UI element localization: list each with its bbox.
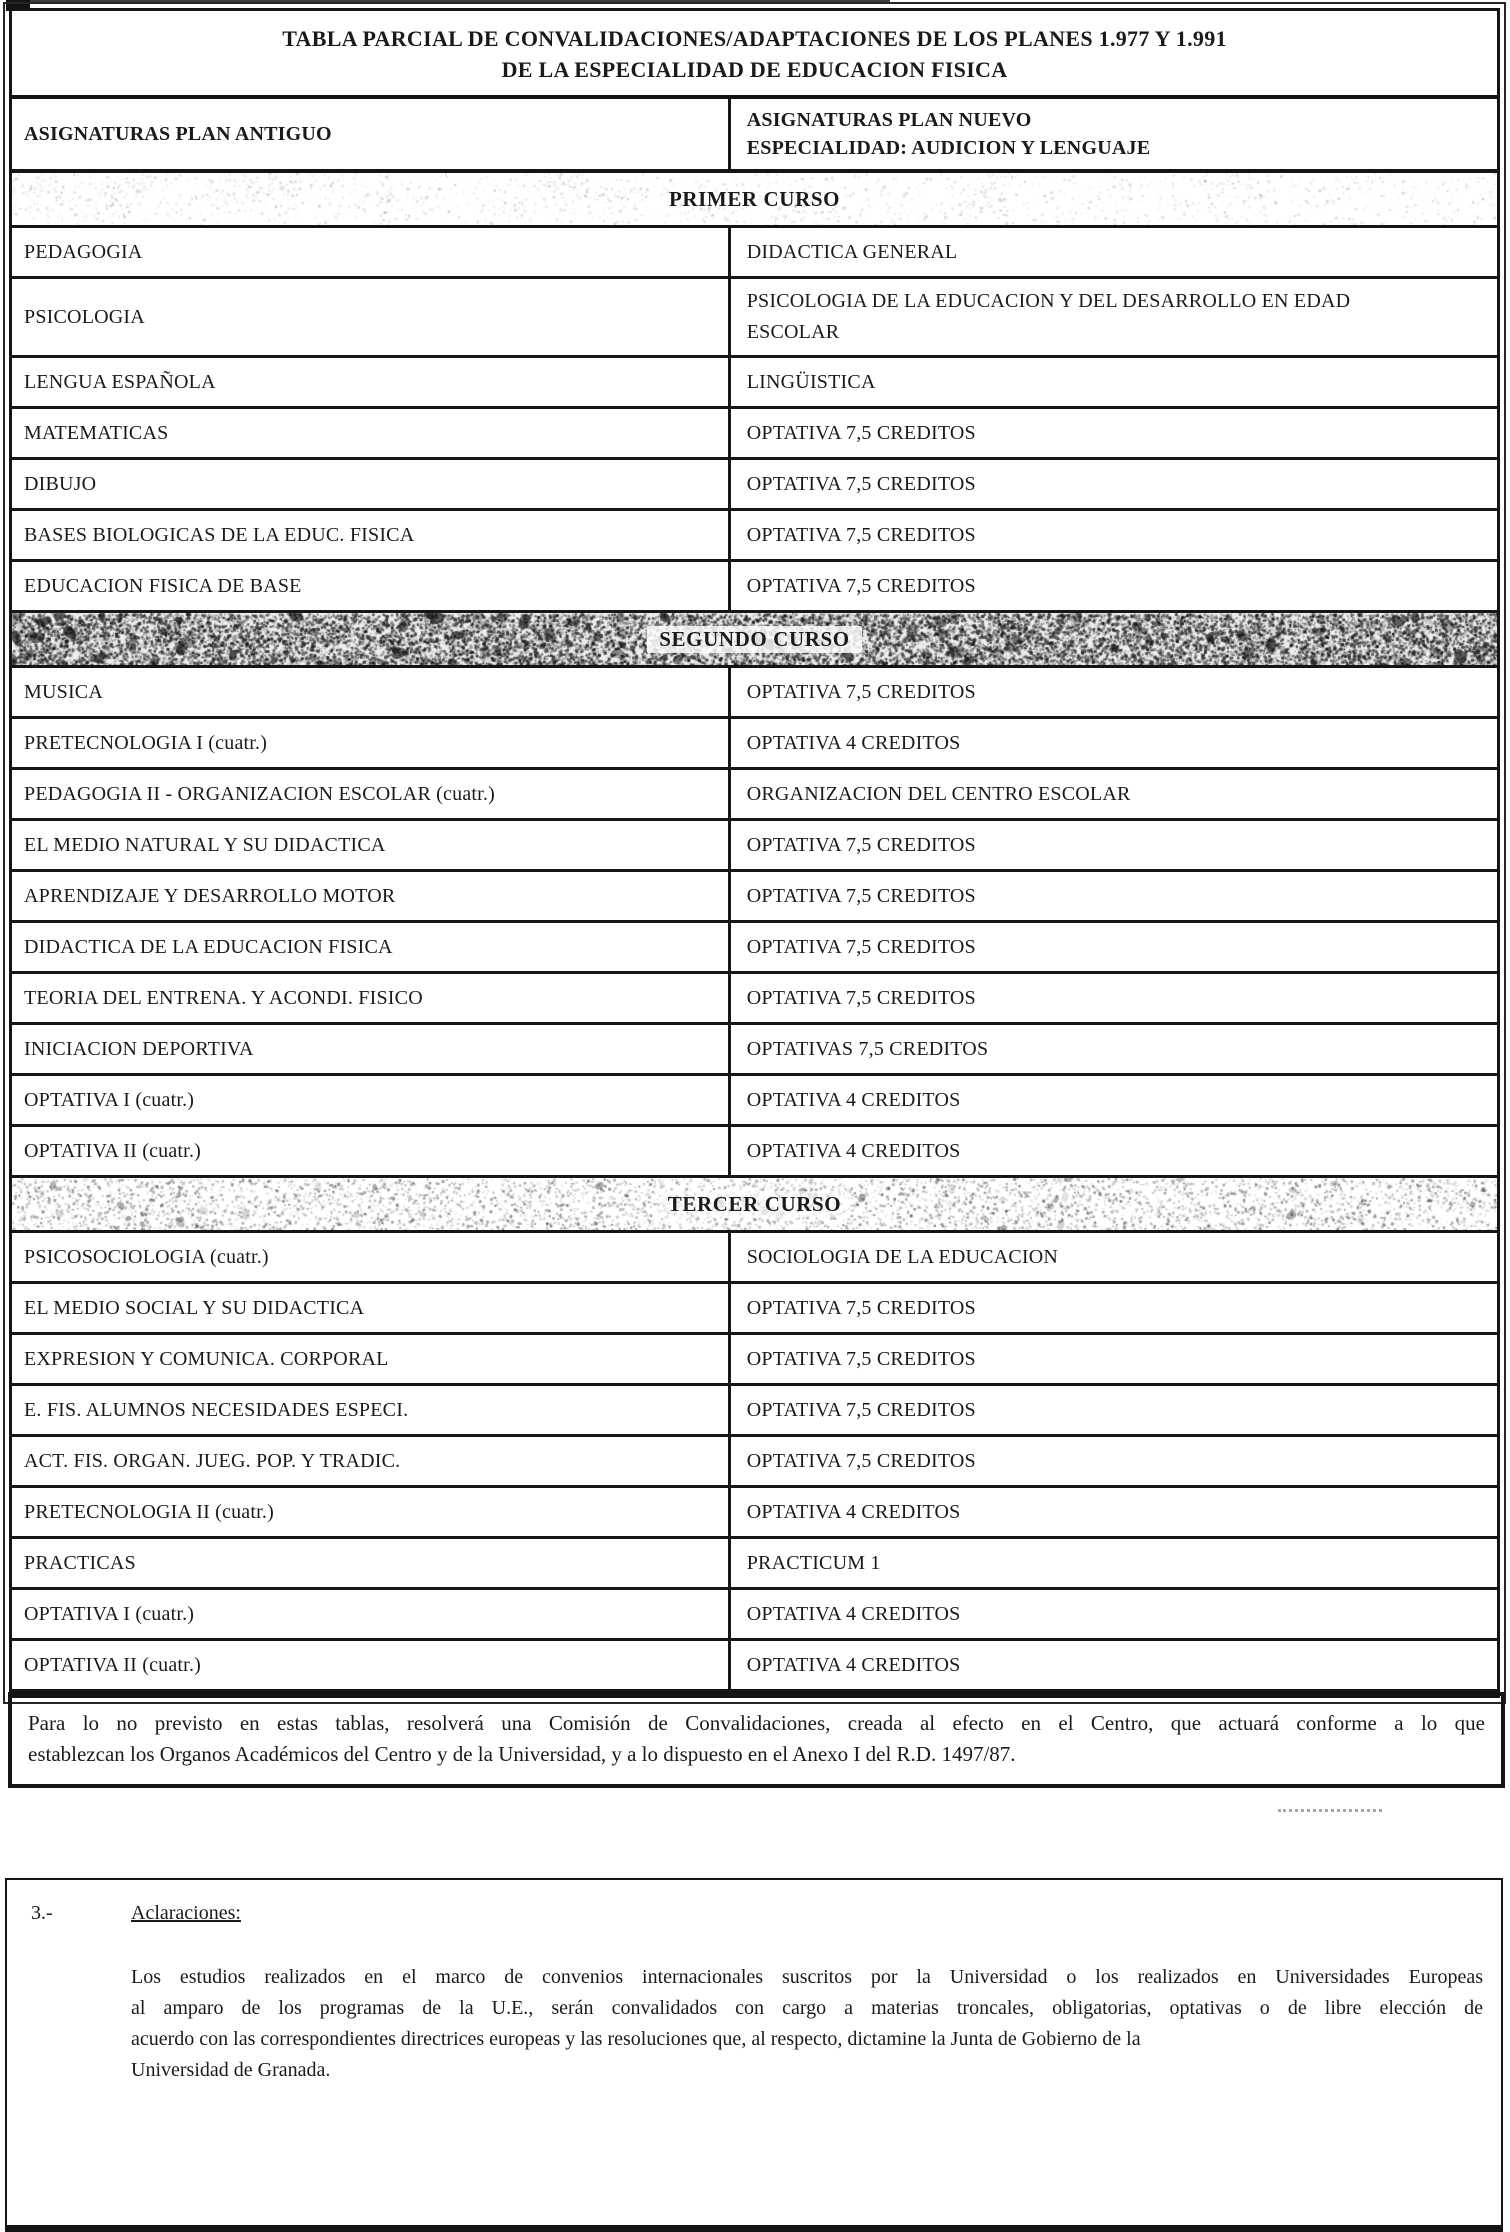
equivalence-table bbox=[3, 2, 1506, 1704]
table-row bbox=[12, 1386, 1497, 1437]
section-band-primer-curso bbox=[12, 173, 1497, 228]
note-line-2: establezcan los Organos Académicos del Centro y de la Universidad, y a lo dispuesto en el Anexo I del R.D. 1497/87. bbox=[28, 1742, 1016, 1766]
new-subject-cell: OPTATIVA 7,5 CREDITOS bbox=[746, 574, 976, 597]
column-header-old-plan-label: ASIGNATURAS PLAN ANTIGUO bbox=[24, 123, 332, 145]
old-subject-cell: EL MEDIO NATURAL Y SU DIDACTICA bbox=[12, 821, 731, 869]
old-subject-cell: MUSICA bbox=[12, 668, 731, 716]
table-row bbox=[12, 228, 1497, 279]
new-subject-cell: OPTATIVA 4 CREDITOS bbox=[746, 1500, 961, 1523]
table-row bbox=[12, 1284, 1497, 1335]
table-title-line-2: DE LA ESPECIALIDAD DE EDUCACION FISICA bbox=[501, 57, 1008, 82]
column-header-new-plan bbox=[731, 99, 1497, 169]
table-row bbox=[12, 460, 1497, 511]
table-row bbox=[12, 1127, 1497, 1178]
table-row bbox=[12, 511, 1497, 562]
old-subject-cell: PSICOSOCIOLOGIA (cuatr.) bbox=[12, 1233, 731, 1281]
clarifications-paragraph-line: acuerdo con las correspondientes directrices europeas y las resoluciones que, al respecto, dictamine la Junta de Gobierno de la bbox=[131, 2028, 1141, 2050]
table-row bbox=[12, 1025, 1497, 1076]
old-subject-cell: LENGUA ESPAÑOLA bbox=[12, 358, 731, 406]
old-subject-cell: PEDAGOGIA bbox=[12, 228, 731, 276]
new-subject-cell: OPTATIVA 7,5 CREDITOS bbox=[746, 1449, 976, 1472]
section-heading: TERCER CURSO bbox=[658, 1191, 851, 1218]
table-row bbox=[12, 770, 1497, 821]
new-subject-cell: OPTATIVA 4 CREDITOS bbox=[746, 1653, 961, 1676]
table-row bbox=[12, 358, 1497, 409]
old-subject-cell: OPTATIVA I (cuatr.) bbox=[12, 1076, 731, 1124]
section-heading: SEGUNDO CURSO bbox=[647, 626, 861, 653]
old-subject-cell: PRACTICAS bbox=[12, 1539, 731, 1587]
clarifications-paragraph-line: al amparo de los programas de la U.E., serán convalidados con cargo a materias troncales, obligatorias, optativas o de libre elección de bbox=[131, 1997, 1483, 2019]
clarifications-number: 3.- bbox=[31, 1902, 53, 1924]
old-subject-cell: DIBUJO bbox=[12, 460, 731, 508]
table-row bbox=[12, 821, 1497, 872]
table-row bbox=[12, 1590, 1497, 1641]
new-subject-cell: OPTATIVA 4 CREDITOS bbox=[746, 1602, 961, 1625]
new-subject-cell: OPTATIVA 7,5 CREDITOS bbox=[746, 472, 976, 495]
old-subject-cell: ACT. FIS. ORGAN. JUEG. POP. Y TRADIC. bbox=[12, 1437, 731, 1485]
old-subject-cell: PRETECNOLOGIA II (cuatr.) bbox=[12, 1488, 731, 1536]
section-heading: PRIMER CURSO bbox=[668, 186, 841, 211]
new-subject-cell: OPTATIVA 7,5 CREDITOS bbox=[746, 1296, 976, 1319]
new-subject-cell: OPTATIVA 7,5 CREDITOS bbox=[746, 884, 976, 907]
old-subject-cell: EXPRESION Y COMUNICA. CORPORAL bbox=[12, 1335, 731, 1383]
new-subject-cell: OPTATIVA 7,5 CREDITOS bbox=[746, 833, 976, 856]
section-band-segundo-curso bbox=[12, 613, 1497, 668]
new-subject-cell: OPTATIVA 4 CREDITOS bbox=[746, 731, 961, 754]
new-subject-cell: PSICOLOGIA DE LA EDUCACION Y DEL DESARROLLO EN EDAD ESCOLAR bbox=[746, 290, 1351, 343]
old-subject-cell: MATEMATICAS bbox=[12, 409, 731, 457]
table-row bbox=[12, 279, 1497, 358]
new-subject-cell: LINGÜISTICA bbox=[746, 370, 876, 393]
table-title bbox=[12, 11, 1497, 99]
clarifications-paragraph bbox=[131, 1962, 1483, 2086]
old-subject-cell: TEORIA DEL ENTRENA. Y ACONDI. FISICO bbox=[12, 974, 731, 1022]
old-subject-cell: BASES BIOLOGICAS DE LA EDUC. FISICA bbox=[12, 511, 731, 559]
table-row bbox=[12, 409, 1497, 460]
new-subject-cell: OPTATIVA 7,5 CREDITOS bbox=[746, 523, 976, 546]
table-row bbox=[12, 872, 1497, 923]
table-row bbox=[12, 1076, 1497, 1127]
clarifications-header bbox=[31, 1900, 1483, 1926]
old-subject-cell: PRETECNOLOGIA I (cuatr.) bbox=[12, 719, 731, 767]
clarifications-heading: Aclaraciones: bbox=[131, 1902, 241, 1924]
table-row bbox=[12, 1539, 1497, 1590]
column-header-old-plan bbox=[12, 99, 731, 169]
old-subject-cell: EDUCACION FISICA DE BASE bbox=[12, 562, 731, 610]
new-subject-cell: OPTATIVA 7,5 CREDITOS bbox=[746, 1347, 976, 1370]
new-subject-cell: OPTATIVA 7,5 CREDITOS bbox=[746, 986, 976, 1009]
old-subject-cell: PSICOLOGIA bbox=[12, 279, 731, 355]
table-header-row bbox=[12, 99, 1497, 173]
table-row bbox=[12, 1233, 1497, 1284]
old-subject-cell: OPTATIVA II (cuatr.) bbox=[12, 1641, 731, 1689]
section-band-tercer-curso bbox=[12, 1178, 1497, 1233]
new-subject-cell: ORGANIZACION DEL CENTRO ESCOLAR bbox=[746, 782, 1131, 805]
equivalence-table-inner bbox=[9, 8, 1500, 1698]
new-subject-cell: OPTATIVA 7,5 CREDITOS bbox=[746, 421, 976, 444]
convalidation-note-box bbox=[8, 1692, 1505, 1788]
table-body bbox=[12, 173, 1497, 1692]
table-row bbox=[12, 1488, 1497, 1539]
old-subject-cell: DIDACTICA DE LA EDUCACION FISICA bbox=[12, 923, 731, 971]
old-subject-cell: OPTATIVA I (cuatr.) bbox=[12, 1590, 731, 1638]
table-row bbox=[12, 923, 1497, 974]
old-subject-cell: EL MEDIO SOCIAL Y SU DIDACTICA bbox=[12, 1284, 731, 1332]
table-title-line-1: TABLA PARCIAL DE CONVALIDACIONES/ADAPTACIONES DE LOS PLANES 1.977 Y 1.991 bbox=[282, 26, 1227, 51]
new-subject-cell: SOCIOLOGIA DE LA EDUCACION bbox=[746, 1245, 1059, 1268]
scan-artifact-dashes bbox=[1278, 1809, 1382, 1812]
old-subject-cell: OPTATIVA II (cuatr.) bbox=[12, 1127, 731, 1175]
old-subject-cell: PEDAGOGIA II - ORGANIZACION ESCOLAR (cuatr.) bbox=[12, 770, 731, 818]
note-line-1: Para lo no previsto en estas tablas, resolverá una Comisión de Convalidaciones, creada al efecto en el Centro, que actuará conforme a lo que bbox=[28, 1711, 1485, 1735]
table-row bbox=[12, 974, 1497, 1025]
old-subject-cell: E. FIS. ALUMNOS NECESIDADES ESPECI. bbox=[12, 1386, 731, 1434]
new-subject-cell: OPTATIVAS 7,5 CREDITOS bbox=[746, 1037, 989, 1060]
table-row bbox=[12, 1437, 1497, 1488]
new-subject-cell: OPTATIVA 4 CREDITOS bbox=[746, 1139, 961, 1162]
table-row bbox=[12, 1335, 1497, 1386]
new-subject-cell: OPTATIVA 4 CREDITOS bbox=[746, 1088, 961, 1111]
column-header-new-plan-line-2: ESPECIALIDAD: AUDICION Y LENGUAJE bbox=[746, 137, 1151, 159]
table-row bbox=[12, 719, 1497, 770]
column-header-new-plan-line-1: ASIGNATURAS PLAN NUEVO bbox=[746, 109, 1032, 131]
table-row bbox=[12, 1641, 1497, 1692]
clarifications-section bbox=[5, 1878, 1503, 2232]
new-subject-cell: PRACTICUM 1 bbox=[746, 1551, 881, 1574]
clarifications-paragraph-line: Universidad de Granada. bbox=[131, 2059, 331, 2081]
clarifications-paragraph-line: Los estudios realizados en el marco de convenios internacionales suscritos por la Universidad o los realizados en Universidades Europeas bbox=[131, 1966, 1483, 1988]
new-subject-cell: OPTATIVA 7,5 CREDITOS bbox=[746, 1398, 976, 1421]
table-row bbox=[12, 562, 1497, 613]
new-subject-cell: OPTATIVA 7,5 CREDITOS bbox=[746, 680, 976, 703]
new-subject-cell: OPTATIVA 7,5 CREDITOS bbox=[746, 935, 976, 958]
new-subject-cell: DIDACTICA GENERAL bbox=[746, 240, 958, 263]
old-subject-cell: INICIACION DEPORTIVA bbox=[12, 1025, 731, 1073]
old-subject-cell: APRENDIZAJE Y DESARROLLO MOTOR bbox=[12, 872, 731, 920]
table-row bbox=[12, 668, 1497, 719]
